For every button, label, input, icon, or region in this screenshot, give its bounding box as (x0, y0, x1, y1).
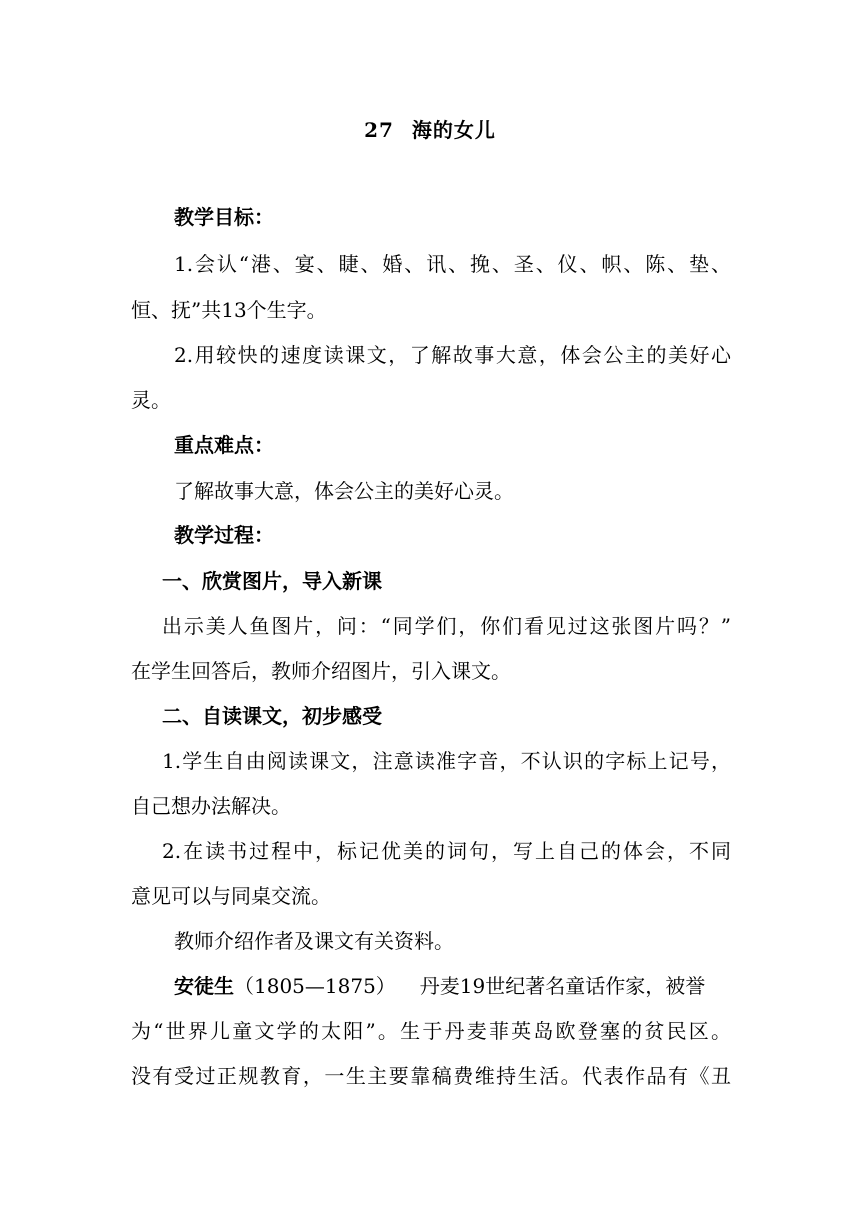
author-name: 安徒生 (174, 974, 234, 998)
teacher-intro-text: 教师介绍作者及课文有关资料。 (174, 929, 454, 953)
author-description: 丹麦19世纪著名童话作家，被誉 (419, 974, 706, 998)
section-2-item-2-line-1: 2.在读书过程中，标记优美的词句，写上自己的体会，不同 (162, 839, 731, 863)
section-1-para-line-1: 出示美人鱼图片，问：“同学们，你们看见过这张图片吗？” (162, 614, 731, 638)
objective-1-line-1: 1.会认“港、宴、睫、婚、讯、挽、圣、仪、帜、陈、垫、 (174, 252, 731, 276)
section-2-item-1-line-2: 自己想办法解决。 (131, 794, 291, 818)
author-para-line-2: 为“世界儿童文学的太阳”。生于丹麦菲英岛欧登塞的贫民区。 (131, 1019, 731, 1043)
section-1-para-line-2: 在学生回答后，教师介绍图片，引入课文。 (131, 659, 511, 683)
key-points-text: 了解故事大意，体会公主的美好心灵。 (174, 479, 514, 503)
objective-1-line-2: 恒、抚”共13个生字。 (131, 298, 327, 322)
heading-key-points: 重点难点： (174, 433, 274, 457)
lesson-title: 海的女儿 (411, 118, 496, 142)
author-years: （1805—1875） (234, 974, 396, 998)
heading-process: 教学过程： (174, 523, 274, 547)
section-2-heading: 二、自读课文，初步感受 (162, 704, 382, 728)
page-title (0, 114, 860, 143)
objective-2-line-1: 2.用较快的速度读课文，了解故事大意，体会公主的美好心 (174, 343, 731, 367)
heading-objectives: 教学目标： (174, 205, 274, 229)
section-2-item-1-line-1: 1.学生自由阅读课文，注意读准字音，不认识的字标上记号， (162, 749, 731, 773)
section-2-item-2-line-2: 意见可以与同桌交流。 (131, 884, 331, 908)
author-line (174, 972, 731, 1000)
author-para-line-3: 没有受过正规教育，一生主要靠稿费维持生活。代表作品有《丑 (131, 1064, 731, 1088)
section-1-heading: 一、欣赏图片，导入新课 (162, 569, 382, 593)
objective-2-line-2: 灵。 (131, 388, 171, 412)
lesson-number: 27 (364, 118, 394, 142)
